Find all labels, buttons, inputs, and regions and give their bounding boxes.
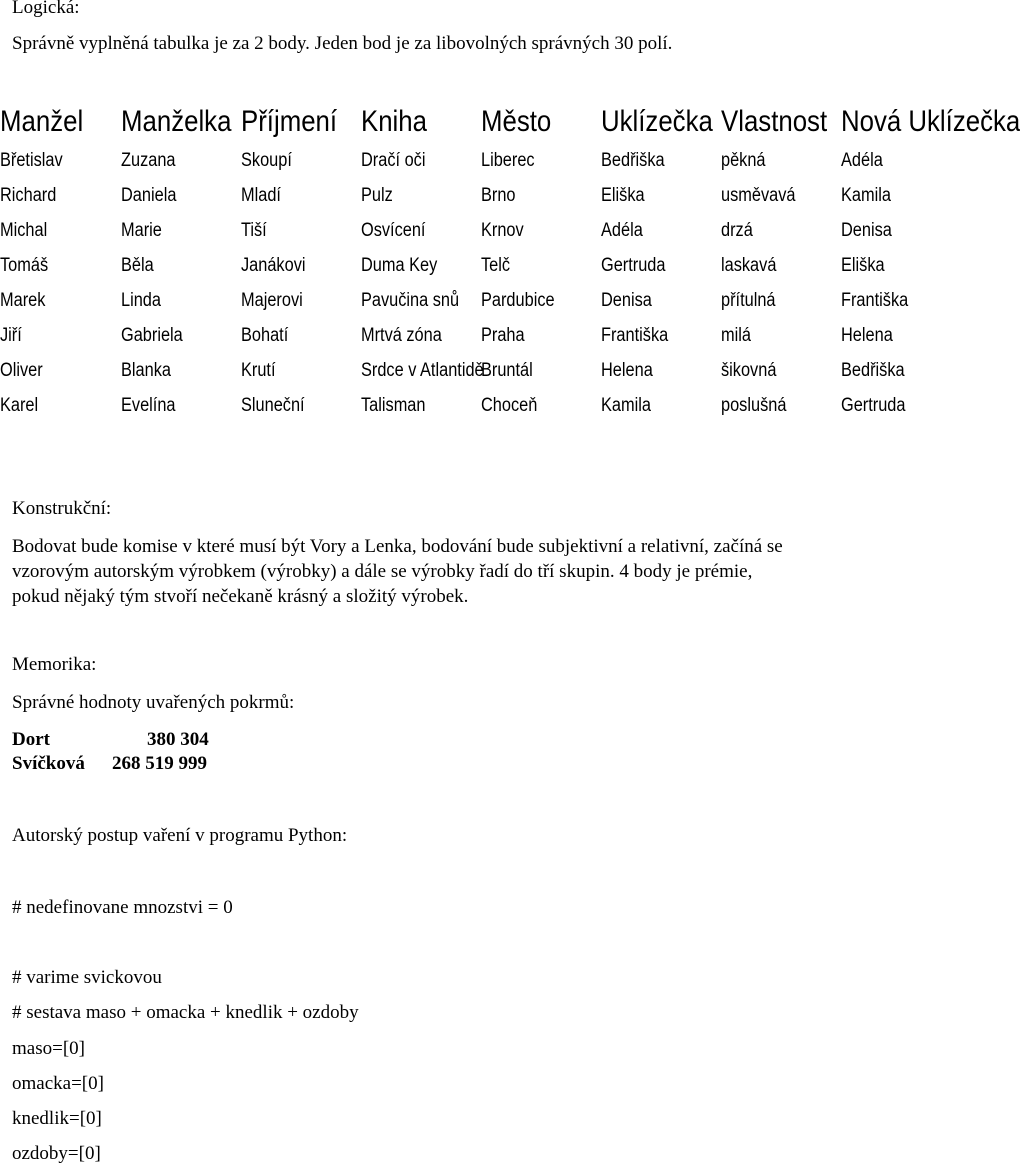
table-header-cell: Příjmení xyxy=(241,105,338,138)
table-cell: Richard xyxy=(0,185,57,206)
logicka-text: Správně vyplněná tabulka je za 2 body. Jeden bod je za libovolných správných 30 polí. xyxy=(12,33,673,54)
table-cell: přítulná xyxy=(721,290,776,311)
table-cell: Bohatí xyxy=(241,325,289,346)
table-cell: Jiří xyxy=(0,325,22,346)
table-cell: Duma Key xyxy=(361,255,438,276)
memorika-item-name: Dort xyxy=(12,729,50,750)
table-cell: Helena xyxy=(601,360,653,381)
python-heading: Autorský postup vaření v programu Python: xyxy=(12,825,348,846)
python-code-line: maso=[0] xyxy=(12,1038,85,1059)
table-cell: Mrtvá zóna xyxy=(361,325,442,346)
table-cell: Evelína xyxy=(121,395,176,416)
table-header-cell: Manželka xyxy=(121,105,232,138)
table-cell: Choceň xyxy=(481,395,538,416)
memorika-item-value: 380 304 xyxy=(147,729,209,750)
table-cell: Liberec xyxy=(481,150,535,171)
table-cell: Břetislav xyxy=(0,150,63,171)
memorika-item-value: 268 519 999 xyxy=(112,753,207,774)
table-cell: Marek xyxy=(0,290,46,311)
table-cell: Pardubice xyxy=(481,290,555,311)
table-cell: Michal xyxy=(0,220,48,241)
table-cell: Bedřiška xyxy=(601,150,665,171)
table-header-cell: Město xyxy=(481,105,552,138)
table-cell: Osvícení xyxy=(361,220,426,241)
table-cell: šikovná xyxy=(721,360,777,381)
table-cell: Tomáš xyxy=(0,255,49,276)
konstrukcni-line: pokud nějaký tým stvoří nečekaně krásný a složitý výrobek. xyxy=(12,586,469,607)
table-row xyxy=(0,358,960,384)
memorika-item xyxy=(12,752,207,776)
table-cell: drzá xyxy=(721,220,753,241)
table-cell: Oliver xyxy=(0,360,43,381)
table-cell: Majerovi xyxy=(241,290,303,311)
table-cell: Kamila xyxy=(601,395,651,416)
python-code-line: omacka=[0] xyxy=(12,1073,104,1094)
table-cell: Bruntál xyxy=(481,360,533,381)
table-header-cell: Uklízečka xyxy=(601,105,713,138)
memorika-subheading: Správné hodnoty uvařených pokrmů: xyxy=(12,692,295,713)
table-header-cell: Nová Uklízečka xyxy=(841,105,1020,138)
table-cell: pěkná xyxy=(721,150,766,171)
konstrukcni-line: vzorovým autorským výrobkem (výrobky) a dále se výrobky řadí do tří skupin. 4 body je prémie, xyxy=(12,561,753,582)
table-cell: Pulz xyxy=(361,185,393,206)
logicka-heading: Logická: xyxy=(12,0,80,18)
python-code-line: # sestava maso + omacka + knedlik + ozdoby xyxy=(12,1002,359,1023)
table-cell: laskavá xyxy=(721,255,777,276)
table-cell: Krnov xyxy=(481,220,524,241)
table-header-cell: Kniha xyxy=(361,105,427,138)
table-cell: Janákovi xyxy=(241,255,306,276)
table-cell: Telč xyxy=(481,255,511,276)
table-cell: Bedřiška xyxy=(841,360,905,381)
table-row xyxy=(0,323,960,349)
table-row xyxy=(0,148,960,174)
table-row xyxy=(0,288,960,314)
table-cell: Adéla xyxy=(601,220,643,241)
table-row xyxy=(0,393,960,419)
memorika-item xyxy=(12,728,209,752)
table-cell: Denisa xyxy=(841,220,892,241)
table-row xyxy=(0,218,960,244)
table-cell: Běla xyxy=(121,255,154,276)
python-code-line: ozdoby=[0] xyxy=(12,1143,101,1164)
table-cell: Tiší xyxy=(241,220,267,241)
python-comment-line: # nedefinovane mnozstvi = 0 xyxy=(12,897,233,918)
table-header-cell: Vlastnost xyxy=(721,105,828,138)
table-cell: Eliška xyxy=(601,185,645,206)
table-cell: Brno xyxy=(481,185,516,206)
table-row xyxy=(0,253,960,279)
table-cell: milá xyxy=(721,325,751,346)
table-cell: Adéla xyxy=(841,150,883,171)
table-cell: Denisa xyxy=(601,290,652,311)
table-cell: Gertruda xyxy=(841,395,906,416)
table-cell: Praha xyxy=(481,325,525,346)
table-cell: Blanka xyxy=(121,360,171,381)
table-cell: Gabriela xyxy=(121,325,183,346)
table-cell: Marie xyxy=(121,220,162,241)
memorika-item-name: Svíčková xyxy=(12,753,85,774)
table-cell: Mladí xyxy=(241,185,281,206)
table-cell: Srdce v Atlantidě xyxy=(361,360,484,381)
table-cell: Linda xyxy=(121,290,161,311)
table-cell: Daniela xyxy=(121,185,177,206)
table-row xyxy=(0,183,960,209)
table-cell: Františka xyxy=(601,325,669,346)
table-cell: poslušná xyxy=(721,395,787,416)
table-cell: Eliška xyxy=(841,255,885,276)
table-header-cell: Manžel xyxy=(0,105,84,138)
table-cell: Františka xyxy=(841,290,909,311)
table-cell: Karel xyxy=(0,395,39,416)
memorika-heading: Memorika: xyxy=(12,654,97,675)
table-cell: Krutí xyxy=(241,360,276,381)
konstrukcni-line: Bodovat bude komise v které musí být Vory a Lenka, bodování bude subjektivní a relativní, začíná se xyxy=(12,536,783,557)
table-cell: Kamila xyxy=(841,185,891,206)
konstrukcni-heading: Konstrukční: xyxy=(12,498,112,519)
table-cell: Helena xyxy=(841,325,893,346)
table-cell: Pavučina snů xyxy=(361,290,460,311)
table-cell: Gertruda xyxy=(601,255,666,276)
table-header-row xyxy=(0,100,1020,144)
table-cell: usměvavá xyxy=(721,185,796,206)
python-code-line: knedlik=[0] xyxy=(12,1108,102,1129)
table-cell: Skoupí xyxy=(241,150,292,171)
table-cell: Talisman xyxy=(361,395,426,416)
table-cell: Dračí oči xyxy=(361,150,426,171)
table-cell: Zuzana xyxy=(121,150,176,171)
table-cell: Sluneční xyxy=(241,395,305,416)
python-code-line: # varime svickovou xyxy=(12,967,162,988)
